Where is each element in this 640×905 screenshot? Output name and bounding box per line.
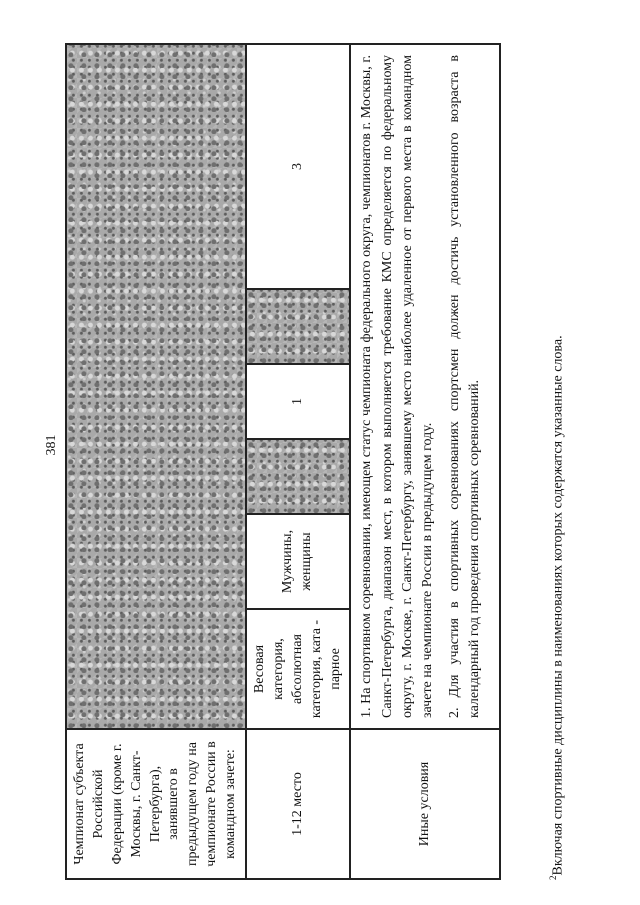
gender-cell: Мужчины, женщины bbox=[246, 514, 350, 609]
other-conditions-text bbox=[350, 44, 500, 729]
place-range-cell: 1-12 место bbox=[246, 729, 350, 879]
footnote-text: Включая спортивные дисциплины в наименованиях которых содержатся указанные слова. bbox=[550, 335, 566, 876]
redacted-cell bbox=[246, 289, 350, 364]
table-row bbox=[350, 44, 500, 879]
discipline-cell: Весовая категория, абсолютная категория, ката - парное bbox=[246, 609, 350, 729]
championship-description-cell: Чемпионат субъекта Российской Федерации (кроме г. Москвы, г. Санкт-Петербурга), занявшего в предыдущем году на чемпионате России в командном зачете: bbox=[66, 729, 246, 879]
redacted-cell bbox=[246, 439, 350, 514]
table-row bbox=[66, 44, 246, 879]
footnote bbox=[548, 20, 567, 880]
requirements-table bbox=[65, 43, 501, 880]
value-cell-1: 1 bbox=[246, 364, 350, 439]
value-cell-2: 3 bbox=[246, 44, 350, 289]
page-number: 381 bbox=[44, 434, 59, 456]
redacted-area bbox=[66, 44, 246, 729]
condition-paragraph-1: 1. На спортивном соревновании, имеющем статус чемпионата федерального округа, чемпионатов г. Москвы, г. Санкт-Петербурга, диапазон мест, в котором выполняется требование КМС определяется по федеральному округу, г. Москве, г. Санкт-Петербургу, занявшему место наиболее удаленное от первого места в командном зачете на чемпионате России в предыдущем году. bbox=[359, 54, 436, 718]
other-conditions-label: Иные условия bbox=[350, 729, 500, 879]
footnote-marker: 2 bbox=[548, 875, 558, 880]
table-row bbox=[246, 44, 350, 879]
condition-paragraph-2: 2. Для участия в спортивных соревнованиях спортсмен должен достичь установленного возраста в календарный год проведения спортивных соревнований. bbox=[446, 54, 482, 718]
